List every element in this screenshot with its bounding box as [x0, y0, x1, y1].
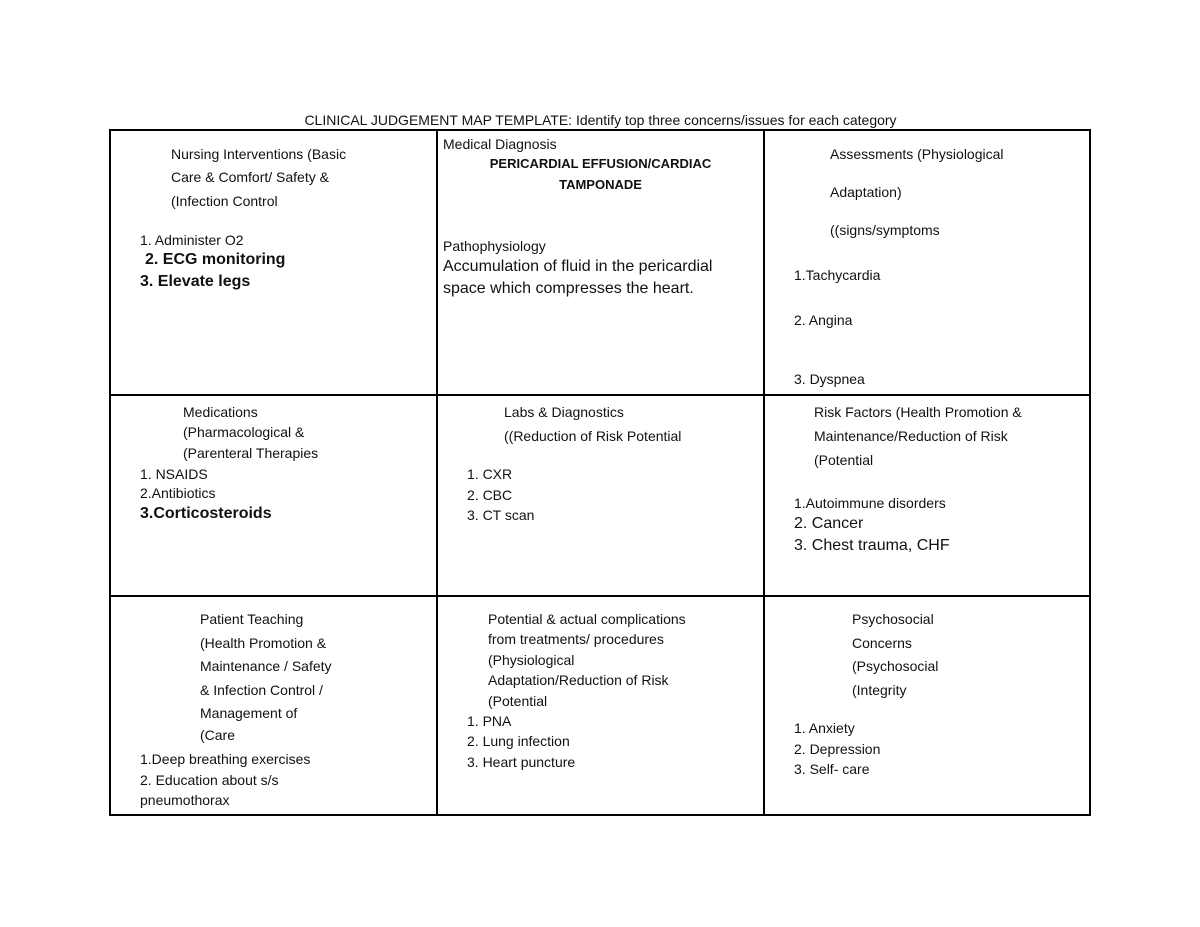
medications-item: 1. NSAIDS: [140, 466, 208, 482]
pathophysiology-heading: Pathophysiology: [443, 238, 546, 254]
medications-item: 2.Antibiotics: [140, 485, 216, 501]
nursing-heading-line: Nursing Interventions (Basic: [171, 146, 347, 162]
medications-heading-line: (Parenteral Therapies: [183, 445, 319, 461]
teaching-heading-line: & Infection Control /: [200, 682, 323, 698]
column-divider: [763, 131, 765, 814]
teaching-item: 2. Education about s/s: [140, 772, 279, 788]
psychosocial-heading-line: (Psychosocial: [852, 658, 939, 674]
complications-heading-line: Potential & actual complications: [488, 611, 686, 627]
nursing-item: 1. Administer O2: [140, 232, 244, 248]
diagnosis-line: TAMPONADE: [559, 177, 642, 192]
complications-heading-line: (Physiological: [488, 652, 575, 668]
medications-heading-line: Medications: [183, 404, 258, 420]
psychosocial-item: 2. Depression: [794, 741, 881, 757]
risk-item: 3. Chest trauma, CHF: [794, 537, 950, 554]
nursing-heading-line: Care & Comfort/ Safety &: [171, 169, 329, 185]
psychosocial-heading-line: (Integrity: [852, 682, 907, 698]
pathophysiology-text: Accumulation of fluid in the pericardial: [443, 258, 713, 275]
assessments-item: 2. Angina: [794, 312, 853, 328]
complications-item: 3. Heart puncture: [467, 754, 576, 770]
row-divider: [111, 394, 1089, 396]
column-divider: [436, 131, 438, 814]
medical-diagnosis-heading: Medical Diagnosis: [443, 136, 557, 152]
assessments-item: 3. Dyspnea: [794, 371, 865, 387]
complications-heading-line: from treatments/ procedures: [488, 631, 664, 647]
psychosocial-heading-line: Concerns: [852, 635, 912, 651]
medications-heading-line: (Pharmacological &: [183, 424, 305, 440]
psychosocial-item: 3. Self- care: [794, 761, 870, 777]
nursing-item: 3. Elevate legs: [140, 273, 251, 290]
diagnosis-line: PERICARDIAL EFFUSION/CARDIAC: [489, 156, 712, 171]
nursing-heading-line: (Infection Control: [171, 193, 278, 209]
risk-heading-line: Risk Factors (Health Promotion &: [814, 404, 1022, 420]
psychosocial-heading-line: Psychosocial: [852, 611, 934, 627]
assessments-heading-line: Assessments (Physiological: [830, 146, 1004, 162]
teaching-item: 1.Deep breathing exercises: [140, 751, 311, 767]
risk-heading-line: (Potential: [814, 452, 874, 468]
psychosocial-item: 1. Anxiety: [794, 720, 855, 736]
complications-heading-line: (Potential: [488, 693, 548, 709]
assessments-item: 1.Tachycardia: [794, 267, 881, 283]
labs-heading-line: ((Reduction of Risk Potential: [504, 428, 682, 444]
row-divider: [111, 595, 1089, 597]
assessments-heading-line: ((signs/symptoms: [830, 222, 940, 238]
complications-item: 2. Lung infection: [467, 733, 570, 749]
labs-heading-line: Labs & Diagnostics: [504, 404, 624, 420]
labs-item: 3. CT scan: [467, 507, 535, 523]
labs-item: 2. CBC: [467, 487, 513, 503]
medications-item: 3.Corticosteroids: [140, 505, 272, 522]
teaching-heading-line: (Care: [200, 727, 236, 743]
teaching-item: pneumothorax: [140, 792, 230, 808]
assessments-heading-line: Adaptation): [830, 184, 902, 200]
nursing-item: 2. ECG monitoring: [145, 251, 286, 268]
page-title: CLINICAL JUDGEMENT MAP TEMPLATE: Identify top three concerns/issues for each category: [304, 112, 897, 128]
labs-item: 1. CXR: [467, 466, 513, 482]
risk-item: 2. Cancer: [794, 515, 864, 532]
teaching-heading-line: (Health Promotion &: [200, 635, 327, 651]
complications-item: 1. PNA: [467, 713, 512, 729]
pathophysiology-text: space which compresses the heart.: [443, 280, 694, 297]
risk-heading-line: Maintenance/Reduction of Risk: [814, 428, 1008, 444]
teaching-heading-line: Patient Teaching: [200, 611, 304, 627]
teaching-heading-line: Maintenance / Safety: [200, 658, 332, 674]
teaching-heading-line: Management of: [200, 705, 298, 721]
complications-heading-line: Adaptation/Reduction of Risk: [488, 672, 669, 688]
risk-item: 1.Autoimmune disorders: [794, 495, 946, 511]
